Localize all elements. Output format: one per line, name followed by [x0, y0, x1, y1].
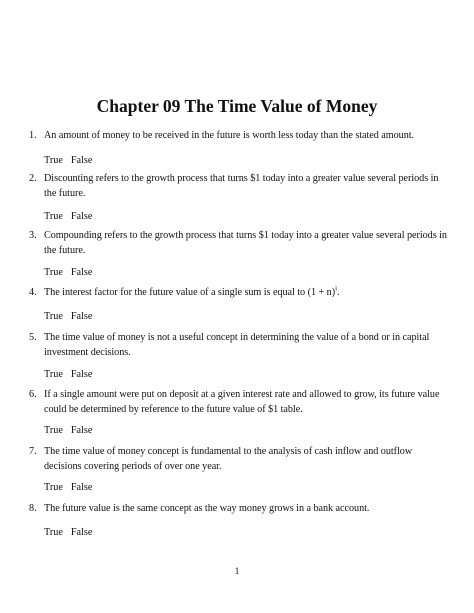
answer-options-2 [44, 209, 92, 224]
option-false: False [70, 267, 93, 278]
option-true: True [44, 211, 63, 222]
option-true: True [44, 425, 63, 436]
answer-options-8 [44, 525, 92, 540]
option-true: True [44, 267, 63, 278]
question-text-end: . [336, 287, 340, 298]
answer-options-1 [44, 153, 92, 168]
question-text [44, 285, 449, 300]
question-number: 5. [29, 332, 37, 343]
option-false: False [70, 211, 93, 222]
question-text: Discounting refers to the growth process that turns $1 today into a greater value several periods in the future. [44, 173, 439, 199]
option-false: False [70, 527, 93, 538]
option-false: False [70, 311, 93, 322]
question-number: 8. [29, 503, 37, 514]
question-number: 1. [29, 130, 37, 141]
question-number: 7. [29, 446, 37, 457]
answer-options-6 [44, 423, 92, 438]
question-text-main: The interest factor for the future value of a single sum is equal to (1 + n) [44, 287, 336, 298]
option-false: False [70, 482, 93, 493]
superscript: i [335, 284, 337, 293]
page-title: Chapter 09 The Time Value of Money [96, 96, 378, 116]
question-text: Compounding refers to the growth process that turns $1 today into a greater value several periods in the future. [44, 230, 447, 256]
option-false: False [70, 369, 93, 380]
question-text: The future value is the same concept as the way money grows in a bank account. [44, 503, 370, 514]
page-number: 1 [234, 567, 240, 577]
answer-options-7 [44, 480, 92, 495]
option-true: True [44, 155, 63, 166]
option-false: False [70, 155, 93, 166]
option-true: True [44, 527, 63, 538]
question-text: The time value of money concept is fundamental to the analysis of cash inflow and outflow decisions covering periods of over one year. [44, 446, 413, 472]
question-text: The time value of money is not a useful concept in determining the value of a bond or in capital investment decisions. [44, 332, 430, 358]
option-true: True [44, 482, 63, 493]
option-true: True [44, 369, 63, 380]
question-number: 2. [29, 173, 37, 184]
question-number: 6. [29, 389, 37, 400]
answer-options-4 [44, 309, 92, 324]
question-text: An amount of money to be received in the future is worth less today than the stated amount. [44, 130, 415, 141]
question-text: If a single amount were put on deposit at a given interest rate and allowed to grow, its future value could be determined by reference to the future value of $1 table. [44, 389, 440, 415]
answer-options-3 [44, 265, 92, 280]
question-number: 3. [29, 230, 37, 241]
option-false: False [70, 425, 93, 436]
question-number: 4. [29, 287, 37, 298]
answer-options-5 [44, 367, 92, 382]
option-true: True [44, 311, 63, 322]
